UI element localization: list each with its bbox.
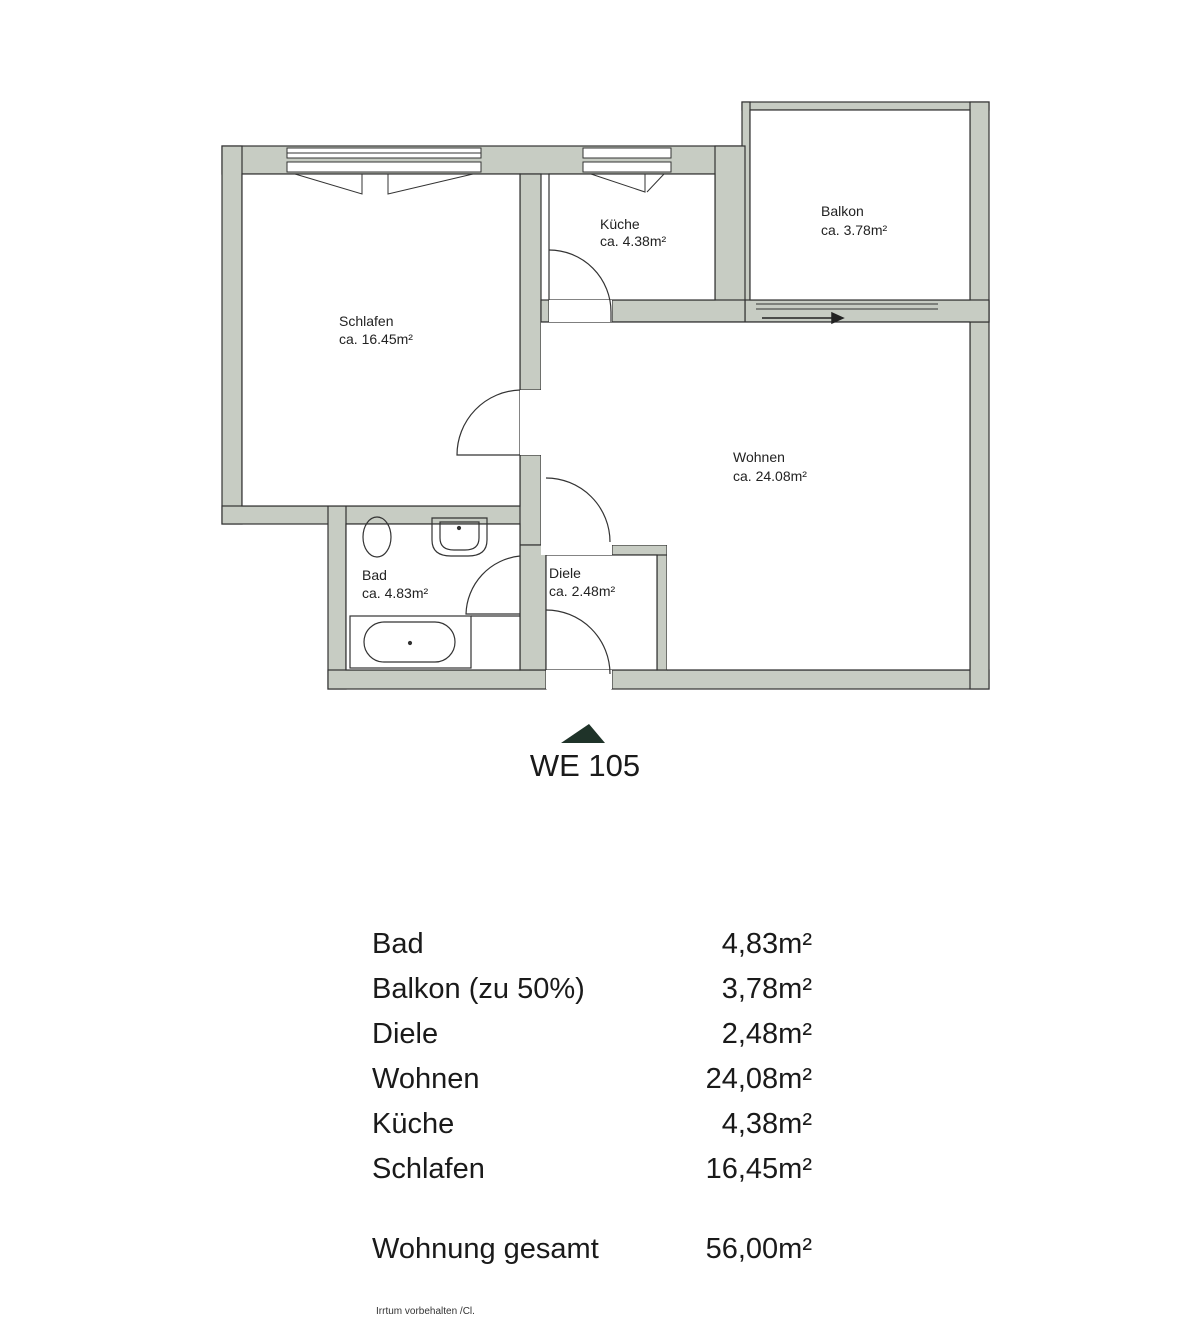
area-room-name: Bad [372, 928, 424, 960]
area-room-value: 24,08m² [705, 1063, 812, 1095]
room-name-kueche: Küche [600, 216, 640, 232]
total-label: Wohnung gesamt [372, 1233, 599, 1265]
table-row [372, 1102, 812, 1147]
area-room-value: 16,45m² [705, 1153, 812, 1185]
area-room-name: Küche [372, 1108, 455, 1140]
area-room-name: Balkon (zu 50%) [372, 973, 585, 1005]
room-area-diele: ca. 2.48m² [549, 583, 616, 599]
total-value: 56,00m² [705, 1233, 812, 1265]
room-name-diele: Diele [549, 565, 581, 581]
area-room-value: 4,83m² [721, 928, 812, 960]
area-room-name: Schlafen [372, 1153, 485, 1185]
area-room-value: 3,78m² [721, 973, 812, 1005]
room-name-wohnen: Wohnen [733, 449, 785, 465]
table-row [372, 922, 812, 967]
table-row [372, 1147, 812, 1192]
room-name-bad: Bad [362, 567, 387, 583]
disclaimer: Irrtum vorbehalten /Cl. [376, 1306, 475, 1317]
area-room-name: Diele [372, 1018, 439, 1050]
room-area-wohnen: ca. 24.08m² [733, 468, 807, 484]
table-row [372, 1012, 812, 1057]
area-room-value: 4,38m² [721, 1108, 812, 1140]
unit-id: WE 105 [529, 748, 641, 783]
table-row [372, 1057, 812, 1102]
room-area-kueche: ca. 4.38m² [600, 233, 667, 249]
room-name-balkon: Balkon [821, 203, 864, 219]
area-room-value: 2,48m² [721, 1018, 812, 1050]
room-area-schlafen: ca. 16.45m² [339, 331, 413, 347]
area-table [372, 922, 812, 1272]
room-area-balkon: ca. 3.78m² [821, 222, 888, 238]
room-area-bad: ca. 4.83m² [362, 585, 429, 601]
area-room-name: Wohnen [372, 1063, 480, 1095]
total-row [372, 1227, 812, 1272]
table-row [372, 967, 812, 1012]
room-name-schlafen: Schlafen [339, 313, 394, 329]
entrance-arrow-icon [561, 724, 605, 743]
table-spacer [372, 1192, 812, 1227]
